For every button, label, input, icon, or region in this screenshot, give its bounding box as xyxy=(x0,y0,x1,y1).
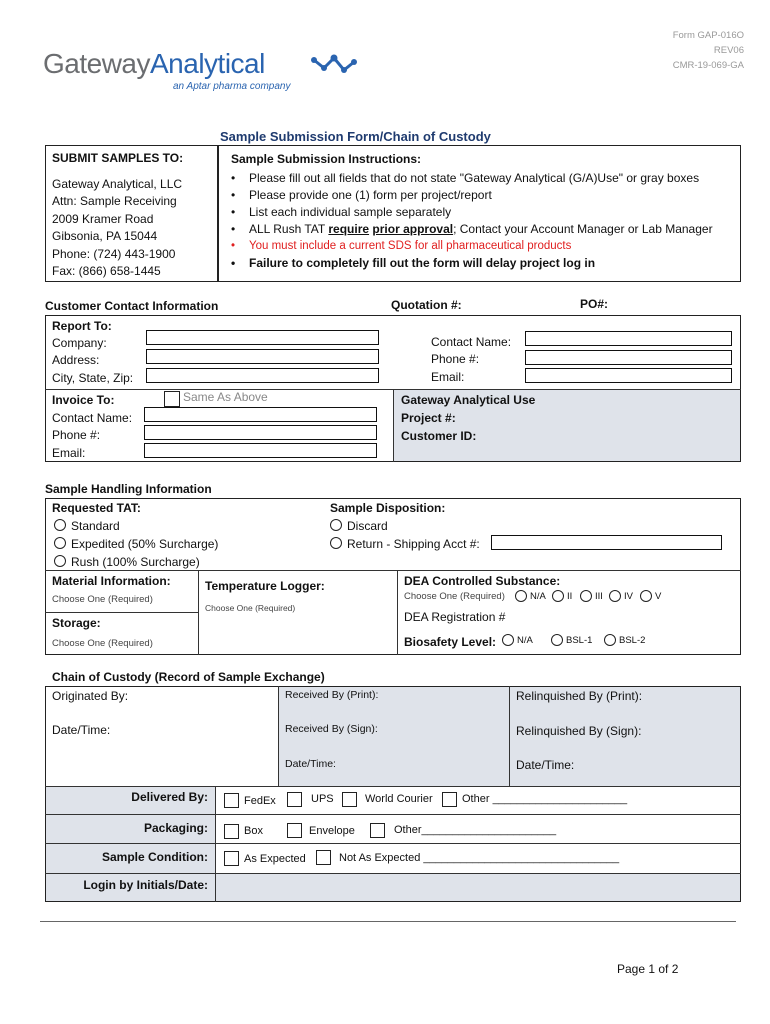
relinquished-datetime-label: Date/Time: xyxy=(516,758,575,772)
not-expected-checkbox[interactable] xyxy=(316,850,331,865)
dea-v-radio[interactable] xyxy=(640,590,652,602)
material-select[interactable]: Choose One (Required) xyxy=(52,594,153,605)
originated-label: Originated By: xyxy=(52,689,129,703)
instruction-item: • Please fill out all fields that do not state "Gateway Analytical (G/A)Use" or gray boxes xyxy=(227,170,713,187)
storage-label: Storage: xyxy=(52,616,101,630)
po-label: PO#: xyxy=(580,297,609,311)
dea-iii-radio[interactable] xyxy=(580,590,592,602)
report-to-label: Report To: xyxy=(52,319,112,333)
invoice-to-label: Invoice To: xyxy=(52,393,115,407)
dea-v-label: V xyxy=(655,591,662,602)
company-input[interactable] xyxy=(146,330,379,345)
form-cmr: CMR-19-069-GA xyxy=(672,60,744,71)
submit-heading: SUBMIT SAMPLES TO: xyxy=(52,151,184,165)
tat-expedited-radio[interactable] xyxy=(54,537,66,549)
other-delivery-checkbox[interactable] xyxy=(442,792,457,807)
submit-line: 2009 Kramer Road xyxy=(52,212,154,226)
inv-email-input[interactable] xyxy=(144,443,377,458)
company-label: Company: xyxy=(52,336,107,350)
instruction-item-sds: • You must include a current SDS for all pharmaceutical products xyxy=(227,238,713,255)
instruction-item-failure: • Failure to completely fill out the form will delay project log in xyxy=(227,255,713,272)
tat-label: Requested TAT: xyxy=(52,501,141,515)
ups-label: UPS xyxy=(311,793,334,805)
submit-line: Attn: Sample Receiving xyxy=(52,194,177,208)
phone-input[interactable] xyxy=(525,350,732,365)
tat-standard-label: Standard xyxy=(71,519,120,533)
bsl2-label: BSL-2 xyxy=(619,635,646,646)
shipping-acct-input[interactable] xyxy=(491,535,722,550)
as-expected-label: As Expected xyxy=(244,853,306,865)
same-as-above-checkbox[interactable] xyxy=(164,391,180,407)
not-expected-label: Not As Expected ________________________________ xyxy=(339,852,620,864)
received-datetime-label: Date/Time: xyxy=(285,758,336,770)
dea-na-label: N/A xyxy=(530,591,546,602)
same-as-above-label: Same As Above xyxy=(183,390,268,404)
world-courier-label: World Courier xyxy=(365,793,433,805)
handling-heading: Sample Handling Information xyxy=(45,482,212,496)
tat-expedited-label: Expedited (50% Surcharge) xyxy=(71,537,219,551)
bsl1-label: BSL-1 xyxy=(566,635,593,646)
dea-iv-label: IV xyxy=(624,591,633,602)
customer-heading: Customer Contact Information xyxy=(45,299,219,313)
dea-registration-label: DEA Registration # xyxy=(404,610,506,624)
bsl1-radio[interactable] xyxy=(551,634,563,646)
dea-na-radio[interactable] xyxy=(515,590,527,602)
inv-phone-label: Phone #: xyxy=(52,428,101,442)
page-title: Sample Submission Form/Chain of Custody xyxy=(220,129,491,144)
phone-label: Phone #: xyxy=(431,352,480,366)
inv-contact-input[interactable] xyxy=(144,407,377,422)
world-courier-checkbox[interactable] xyxy=(342,792,357,807)
email-input[interactable] xyxy=(525,368,732,383)
city-input[interactable] xyxy=(146,368,379,383)
relinquished-print-label: Relinquished By (Print): xyxy=(516,689,643,703)
box-checkbox[interactable] xyxy=(224,824,239,839)
dea-select[interactable]: Choose One (Required) xyxy=(404,591,505,602)
customer-id-label: Customer ID: xyxy=(401,429,477,443)
form-rev: REV06 xyxy=(713,45,744,56)
dea-iv-radio[interactable] xyxy=(609,590,621,602)
other-packaging-checkbox[interactable] xyxy=(370,823,385,838)
disposition-label: Sample Disposition: xyxy=(330,501,446,515)
submit-line: Gibsonia, PA 15044 xyxy=(52,229,158,243)
submit-line: Gateway Analytical, LLC xyxy=(52,177,183,191)
dea-ii-label: II xyxy=(567,591,573,602)
tat-rush-radio[interactable] xyxy=(54,555,66,567)
ups-checkbox[interactable] xyxy=(287,792,302,807)
condition-label: Sample Condition: xyxy=(102,850,208,864)
received-sign-label: Received By (Sign): xyxy=(285,723,378,735)
instruction-item: • List each individual sample separately xyxy=(227,204,713,221)
logo-tagline: an Aptar pharma company xyxy=(173,81,291,92)
envelope-checkbox[interactable] xyxy=(287,823,302,838)
return-label: Return - Shipping Acct #: xyxy=(347,537,480,551)
form-code: Form GAP-016O xyxy=(672,30,744,41)
ga-use-label: Gateway Analytical Use xyxy=(401,393,536,407)
received-print-label: Received By (Print): xyxy=(285,689,379,701)
bio-na-label: N/A xyxy=(517,635,533,646)
packaging-label: Packaging: xyxy=(143,821,208,835)
return-radio[interactable] xyxy=(330,537,342,549)
dea-ii-radio[interactable] xyxy=(552,590,564,602)
submit-line: Fax: (866) 658-1445 xyxy=(52,264,161,278)
molecule-icon xyxy=(310,52,360,78)
storage-select[interactable]: Choose One (Required) xyxy=(52,638,153,649)
inv-email-label: Email: xyxy=(52,446,86,460)
logo-gateway: Gateway xyxy=(43,48,150,79)
tat-standard-radio[interactable] xyxy=(54,519,66,531)
page-number: Page 1 of 2 xyxy=(617,962,679,976)
box-label: Box xyxy=(244,825,263,837)
email-label: Email: xyxy=(431,370,465,384)
project-label: Project #: xyxy=(401,411,456,425)
discard-label: Discard xyxy=(347,519,388,533)
as-expected-checkbox[interactable] xyxy=(224,851,239,866)
logo-analytical: Analytical xyxy=(150,48,265,79)
fedex-label: FedEx xyxy=(244,795,276,807)
company-logo xyxy=(43,48,265,80)
inv-contact-label: Contact Name: xyxy=(52,411,133,425)
datetime-label: Date/Time: xyxy=(52,723,111,737)
address-label: Address: xyxy=(52,353,100,367)
delivered-label: Delivered By: xyxy=(131,790,208,804)
quotation-label: Quotation #: xyxy=(391,298,462,312)
temp-logger-label: Temperature Logger: xyxy=(205,579,325,593)
custody-heading: Chain of Custody (Record of Sample Exchange) xyxy=(52,670,325,684)
submit-line: Phone: (724) 443-1900 xyxy=(52,247,176,261)
material-label: Material Information: xyxy=(52,574,171,588)
inv-phone-input[interactable] xyxy=(144,425,377,440)
login-label: Login by Initials/Date: xyxy=(83,878,208,892)
temp-logger-select[interactable]: Choose One (Required) xyxy=(205,603,296,613)
city-label: City, State, Zip: xyxy=(52,371,134,385)
relinquished-sign-label: Relinquished By (Sign): xyxy=(516,724,642,738)
envelope-label: Envelope xyxy=(309,825,355,837)
discard-radio[interactable] xyxy=(330,519,342,531)
dea-label: DEA Controlled Substance: xyxy=(404,574,561,588)
instructions-list xyxy=(227,170,713,272)
instruction-item-rush: • ALL Rush TAT require prior approval; Contact your Account Manager or Lab Manager xyxy=(227,221,713,238)
dea-iii-label: III xyxy=(595,591,603,602)
other-packaging-label: Other______________________ xyxy=(394,824,557,836)
instruction-item: • Please provide one (1) form per project/report xyxy=(227,187,713,204)
bio-na-radio[interactable] xyxy=(502,634,514,646)
fedex-checkbox[interactable] xyxy=(224,793,239,808)
instructions-heading: Sample Submission Instructions: xyxy=(231,152,422,166)
tat-rush-label: Rush (100% Surcharge) xyxy=(71,555,200,569)
other-delivery-label: Other ______________________ xyxy=(462,793,628,805)
contact-name-label: Contact Name: xyxy=(431,335,512,349)
bsl2-radio[interactable] xyxy=(604,634,616,646)
address-input[interactable] xyxy=(146,349,379,364)
biosafety-label: Biosafety Level: xyxy=(404,635,497,649)
contact-name-input[interactable] xyxy=(525,331,732,346)
